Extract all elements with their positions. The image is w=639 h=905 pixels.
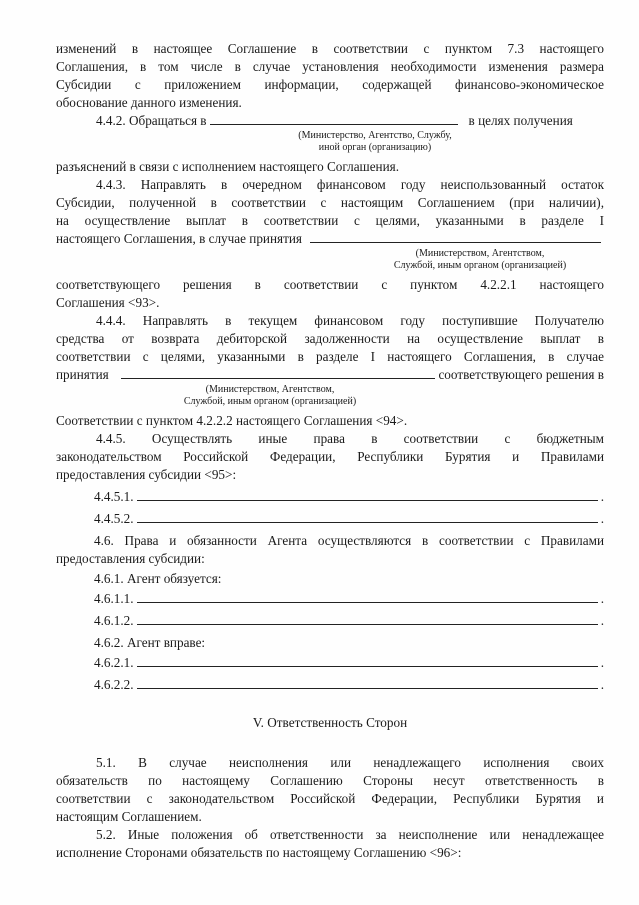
item-number: 4.6.1.2. [94,613,134,628]
item-dot: . [600,591,604,606]
text-line: обязательств по настоящему Соглашению Стороны несут ответственность в [56,773,604,788]
text-line: 4.4.4. Направлять в текущем финансовом году поступившие Получателю [96,313,604,328]
item-number: 4.4.5.1. [94,489,134,504]
text-line: Соглашения, в том числе в случае установления необходимости изменения размера [56,59,604,74]
text-line: законодательством Российской Федерации, Республики Бурятия и Правилами [56,449,604,464]
item-dot: . [600,655,604,670]
clause-4-4-4-fill [56,366,604,384]
text-line: соответствии с целями, указанными в разделе I настоящего Соглашения, в случае [56,349,604,364]
text-line: 4.6.2. Агент вправе: [94,635,206,650]
clause-4-4-2-fill [56,112,604,130]
section-heading: V. Ответственность Сторон [252,715,408,730]
list-item [56,612,604,630]
item-number: 4.4.5.2. [94,511,134,526]
blank-field[interactable] [137,590,598,603]
text-line: 4.6. Права и обязанности Агента осуществляются в соответствии с Правилами [94,533,604,548]
text-line: исполнение Сторонами обязательств по настоящему Соглашению <96>: [56,845,462,860]
field-caption: (Министерство, Агентство, Службу, [298,130,452,141]
blank-field[interactable] [137,654,598,667]
text-line: Субсидии с приложением информации, содержащей финансово-экономическое [56,77,604,92]
text-line: разъяснений в связи с исполнением настоящего Соглашения. [56,159,400,174]
clause-label: принятия [56,367,109,382]
item-number: 4.6.2.2. [94,677,134,692]
text-line: изменений в настоящее Соглашение в соответствии с пунктом 7.3 настоящего [56,41,604,56]
blank-field[interactable] [137,676,598,689]
text-line: 4.4.3. Направлять в очередном финансовом году неиспользованный остаток [96,177,604,192]
blank-field[interactable] [137,488,598,501]
list-item [56,654,604,672]
document-page [56,40,604,862]
blank-field[interactable] [137,510,598,523]
list-item [56,510,604,528]
item-dot: . [600,677,604,692]
text-line: 4.4.5. Осуществлять иные права в соответствии с бюджетным [96,431,604,446]
field-caption: Службой, иным органом (организацией) [183,396,357,407]
blank-field[interactable] [310,230,601,243]
text-line: соответствующего решения в соответствии с пунктом 4.2.2.1 настоящего [56,277,604,292]
text-line: настоящим Соглашением. [56,809,202,824]
text-line: средства от возврата дебиторской задолженности на осуществление выплат в [56,331,604,346]
blank-field[interactable] [210,112,458,125]
list-item [56,488,604,506]
text-line: 5.1. В случае неисполнения или ненадлежащего исполнения своих [96,755,604,770]
field-caption: Службой, иным органом (организацией) [393,260,567,271]
clause-4-4-3-fill [56,230,604,248]
item-dot: . [600,489,604,504]
text-line: Субсидии, полученной в соответствии с настоящим Соглашением (при наличии), [56,195,604,210]
item-number: 4.6.1.1. [94,591,134,606]
item-number: 4.6.2.1. [94,655,134,670]
field-caption: иной орган (организацию) [318,142,432,153]
clause-label: настоящего Соглашения, в случае принятия [56,231,302,246]
clause-suffix: в целях получения [468,113,573,128]
clause-label: 4.4.2. Обращаться в [96,113,207,128]
text-line: 4.6.1. Агент обязуется: [94,571,222,586]
text-line: предоставления субсидии: [56,551,205,566]
clause-suffix: соответствующего решения в [438,367,604,382]
text-line: Соглашения <93>. [56,295,160,310]
blank-field[interactable] [137,612,598,625]
list-item [56,590,604,608]
field-caption: (Министерством, Агентством, [415,248,545,259]
field-caption: (Министерством, Агентством, [205,384,335,395]
text-line: Соответствии с пунктом 4.2.2.2 настоящего Соглашения <94>. [56,413,408,428]
blank-field[interactable] [121,366,436,379]
item-dot: . [600,613,604,628]
text-line: 5.2. Иные положения об ответственности за неисполнение или ненадлежащее [96,827,604,842]
text-line: на осуществление выплат в соответствии с целями, указанными в разделе I [56,213,604,228]
text-line: обоснование данного изменения. [56,95,242,110]
text-line: соответствии с законодательством Российской Федерации, Республики Бурятия и [56,791,604,806]
text-line: предоставления субсидии <95>: [56,467,237,482]
list-item [56,676,604,694]
item-dot: . [600,511,604,526]
